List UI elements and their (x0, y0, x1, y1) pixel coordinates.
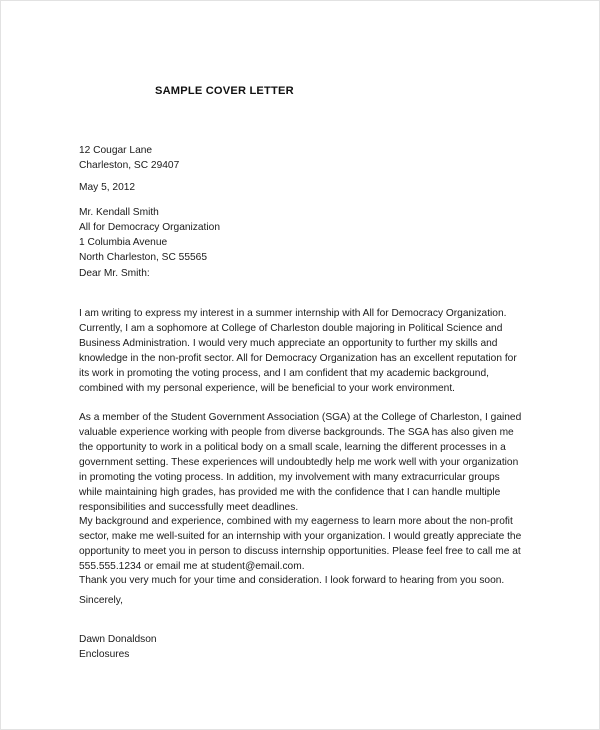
body-paragraph-1: I am writing to express my interest in a summer internship with All for Democracy Organization. Currently, I am a sophomore at College of Charleston double majoring in Political Science and Business Administration. I would very much appreciate an opportunity to further my skills and knowledge in the non-profit sector. All for Democracy Organization has an excellent reputation for its work in promoting the voting process, and I am confident that my academic background, combined with my personal experience, will be beneficial to your work environment. (79, 308, 517, 394)
body-paragraph-4: Thank you very much for your time and consideration. I look forward to hearing from you soon. (79, 575, 505, 587)
recipient-organization: All for Democracy Organization (79, 221, 220, 233)
recipient-name: Mr. Kendall Smith (79, 207, 159, 218)
enclosures-note: Enclosures (79, 648, 130, 660)
recipient-address-block (79, 206, 523, 266)
recipient-city-state-zip: North Charleston, SC 55565 (79, 251, 207, 263)
recipient-street: 1 Columbia Avenue (79, 236, 168, 248)
signature-block (79, 633, 523, 663)
letter-date (79, 181, 523, 196)
salutation (79, 267, 523, 282)
closing (79, 594, 523, 609)
date-text: May 5, 2012 (79, 182, 136, 193)
page-title: SAMPLE COVER LETTER (155, 85, 294, 97)
salutation-text: Dear Mr. Smith: (79, 268, 150, 279)
closing-text: Sincerely, (79, 595, 123, 606)
signature-name: Dawn Donaldson (79, 634, 157, 645)
body-paragraph-2: As a member of the Student Government Association (SGA) at the College of Charleston, I gained valuable experience working with people from diverse backgrounds. The SGA has also given me the opportunity to work in a political body on a small scale, learning the different processes in a government setting. These experiences will undoubtedly help me work well with your organization in promoting the voting process. In addition, my involvement with many extracurricular groups while maintaining high grades, has provided me with the confidence that I can handle multiple responsibilities and successfully meet deadlines. (79, 412, 522, 513)
body-paragraph-3: My background and experience, combined with my eagerness to learn more about the non-profit sector, make me well-suited for an internship with your organization. I would greatly appreciate the opportunity to meet you in person to discuss internship opportunities. Please feel free to call me at 555.555.1234 or email me at student@email.com. (79, 516, 522, 572)
sender-address-line-2: Charleston, SC 29407 (79, 159, 180, 171)
sender-address-block (79, 144, 523, 174)
sender-address-line-1: 12 Cougar Lane (79, 145, 153, 156)
